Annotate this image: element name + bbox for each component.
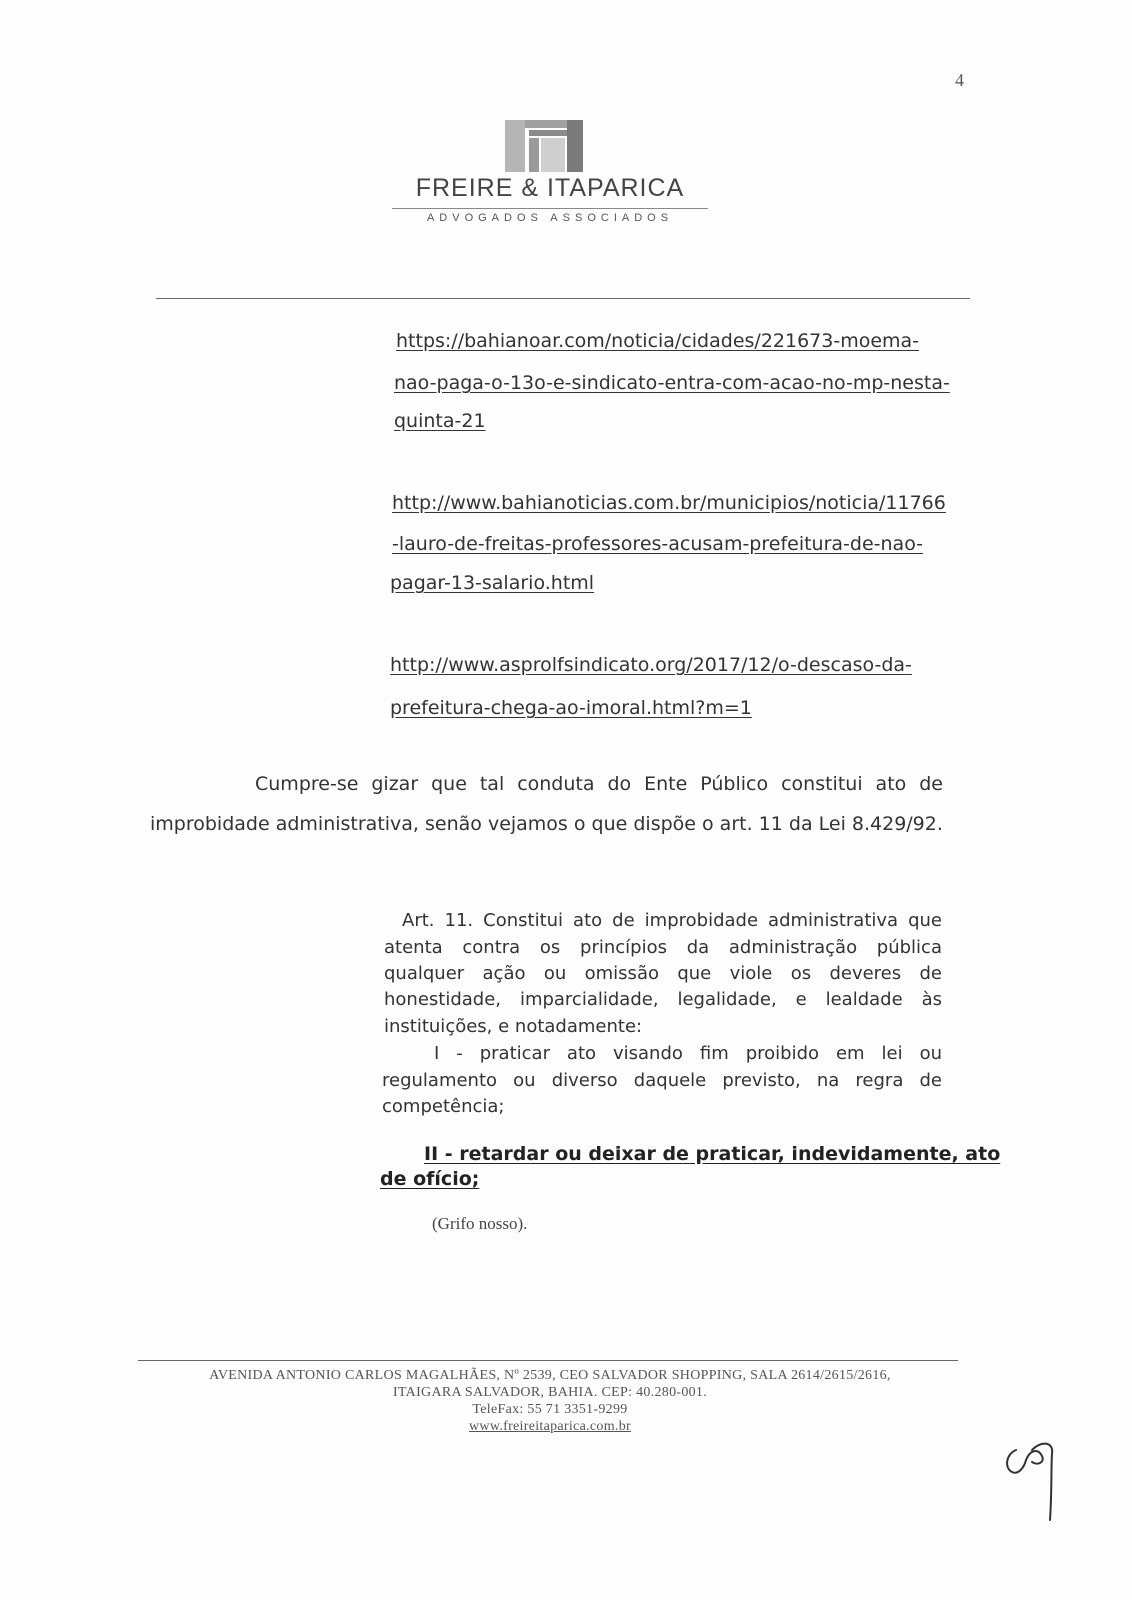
header-divider	[156, 298, 970, 299]
body-paragraph-line-1: Cumpre-se gizar que tal conduta do Ente Público constitui ato de	[255, 773, 943, 795]
news-link-3-line-2[interactable]: prefeitura-chega-ao-imoral.html?m=1	[390, 697, 752, 719]
law-quote-line-4: honestidade, imparcialidade, legalidade, e lealdade às	[384, 989, 942, 1010]
news-link-1-line-3[interactable]: quinta-21	[394, 410, 486, 432]
firm-name: FREIRE & ITAPARICA	[415, 174, 685, 202]
news-link-1-line-2[interactable]: nao-paga-o-13o-e-sindicato-entra-com-acao-no-mp-nesta-	[394, 372, 950, 394]
footer-phone: TeleFax: 55 71 3351-9299	[472, 1402, 628, 1417]
body-paragraph-line-2: improbidade administrativa, senão vejamos o que dispõe o art. 11 da Lei 8.429/92.	[150, 813, 943, 835]
news-link-3-line-1[interactable]: http://www.asprolfsindicato.org/2017/12/o-descaso-da-	[390, 654, 912, 676]
law-item-1-line-3: competência;	[382, 1096, 505, 1117]
footer-address-line-1: AVENIDA ANTONIO CARLOS MAGALHÃES, Nº 2539, CEO SALVADOR SHOPPING, SALA 2614/2615/2616,	[209, 1368, 891, 1383]
footer-website-link[interactable]: www.freireitaparica.com.br	[469, 1419, 631, 1434]
footer-website-container	[150, 1419, 950, 1435]
footer-address-line-2: ITAIGARA SALVADOR, BAHIA. CEP: 40.280-001.	[392, 1385, 708, 1400]
handwritten-initials-icon	[1002, 1420, 1072, 1530]
law-quote-line-3: qualquer ação ou omissão que viole os deveres de	[384, 963, 942, 984]
law-item-2-line-2: de ofício;	[380, 1168, 480, 1190]
emphasis-note: (Grifo nosso).	[432, 1214, 528, 1233]
footer-divider	[138, 1360, 958, 1361]
law-item-1-line-1: I - praticar ato visando fim proibido em lei ou	[434, 1043, 942, 1064]
firm-logo-icon	[505, 120, 597, 172]
law-item-2-line-1: II - retardar ou deixar de praticar, indevidamente, ato	[424, 1143, 1001, 1165]
law-quote-line-1: Art. 11. Constitui ato de improbidade administrativa que	[402, 910, 942, 931]
news-link-2-line-3[interactable]: pagar-13-salario.html	[390, 572, 595, 594]
news-link-1-line-1[interactable]: https://bahianoar.com/noticia/cidades/221673-moema-	[396, 330, 920, 352]
news-link-2-line-2[interactable]: -lauro-de-freitas-professores-acusam-prefeitura-de-nao-	[392, 533, 924, 555]
law-quote-line-2: atenta contra os princípios da administração pública	[384, 937, 942, 958]
law-quote-line-5: instituições, e notadamente:	[384, 1016, 643, 1037]
news-link-2-line-1[interactable]: http://www.bahianoticias.com.br/municipios/noticia/11766	[392, 492, 946, 514]
law-item-1-line-2: regulamento ou diverso daquele previsto, na regra de	[382, 1070, 942, 1091]
firm-subtitle: ADVOGADOS ASSOCIADOS	[426, 212, 674, 224]
firm-name-divider	[392, 208, 708, 209]
page-number: 4	[955, 70, 964, 90]
